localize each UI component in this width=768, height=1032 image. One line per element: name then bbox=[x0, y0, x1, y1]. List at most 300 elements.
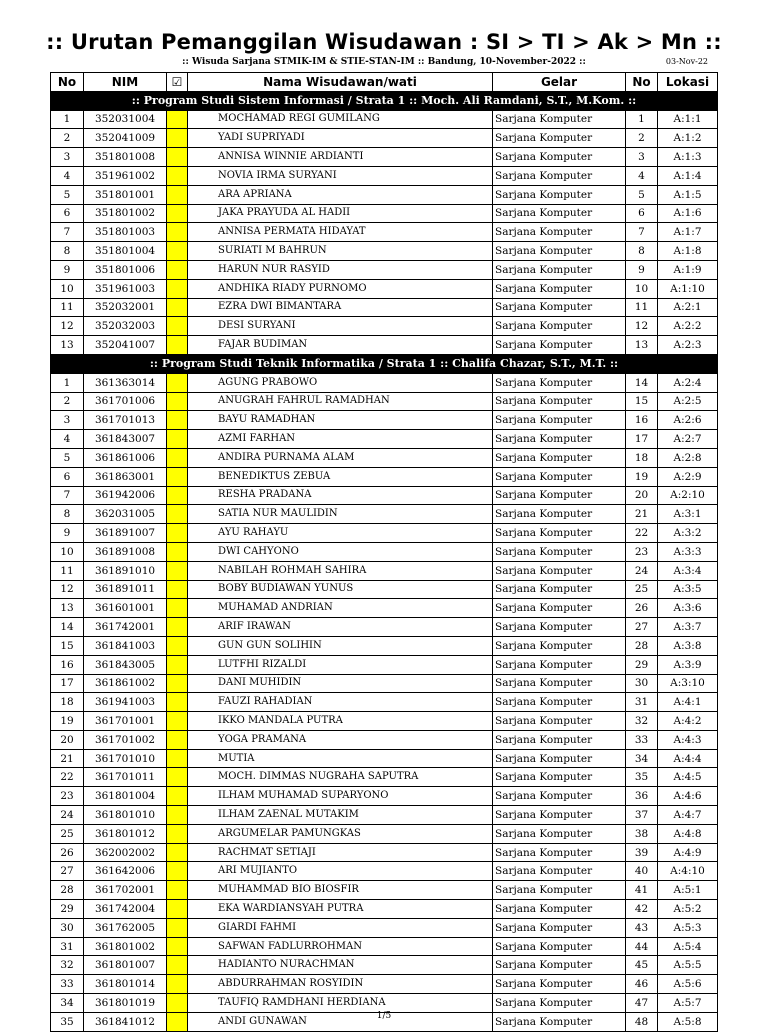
cell-no: 33 bbox=[51, 975, 84, 994]
table-row bbox=[51, 787, 718, 806]
cell-nim: 361891011 bbox=[84, 580, 167, 599]
cell-check[interactable] bbox=[167, 373, 188, 392]
cell-lokasi: A:1:4 bbox=[658, 166, 718, 185]
cell-gelar: Sarjana Komputer bbox=[493, 636, 626, 655]
cell-nim: 361801019 bbox=[84, 994, 167, 1013]
table-row bbox=[51, 148, 718, 167]
cell-nama: ARIF IRAWAN bbox=[188, 618, 493, 637]
cell-check[interactable] bbox=[167, 317, 188, 336]
cell-lokasi: A:2:1 bbox=[658, 298, 718, 317]
cell-nama: EZRA DWI BIMANTARA bbox=[188, 298, 493, 317]
cell-no-urut: 10 bbox=[626, 279, 658, 298]
cell-check[interactable] bbox=[167, 843, 188, 862]
cell-nim: 352041009 bbox=[84, 129, 167, 148]
cell-no-urut: 31 bbox=[626, 693, 658, 712]
table-row bbox=[51, 636, 718, 655]
cell-gelar: Sarjana Komputer bbox=[493, 918, 626, 937]
cell-check[interactable] bbox=[167, 674, 188, 693]
cell-gelar: Sarjana Komputer bbox=[493, 110, 626, 129]
table-row bbox=[51, 223, 718, 242]
cell-nama: YOGA PRAMANA bbox=[188, 730, 493, 749]
table-row bbox=[51, 336, 718, 355]
cell-no: 19 bbox=[51, 712, 84, 731]
cell-gelar: Sarjana Komputer bbox=[493, 843, 626, 862]
table-row bbox=[51, 298, 718, 317]
cell-nim: 361363014 bbox=[84, 373, 167, 392]
cell-nama: SATIA NUR MAULIDIN bbox=[188, 505, 493, 524]
cell-nama: ANNISA PERMATA HIDAYAT bbox=[188, 223, 493, 242]
cell-nim: 352041007 bbox=[84, 336, 167, 355]
cell-lokasi: A:1:3 bbox=[658, 148, 718, 167]
cell-nim: 361843007 bbox=[84, 430, 167, 449]
cell-no: 1 bbox=[51, 110, 84, 129]
cell-no-urut: 27 bbox=[626, 618, 658, 637]
cell-no-urut: 18 bbox=[626, 448, 658, 467]
cell-gelar: Sarjana Komputer bbox=[493, 223, 626, 242]
cell-check[interactable] bbox=[167, 524, 188, 543]
cell-check[interactable] bbox=[167, 599, 188, 618]
cell-nim: 351801003 bbox=[84, 223, 167, 242]
cell-no-urut: 21 bbox=[626, 505, 658, 524]
cell-gelar: Sarjana Komputer bbox=[493, 580, 626, 599]
cell-no-urut: 37 bbox=[626, 806, 658, 825]
cell-nim: 351801001 bbox=[84, 185, 167, 204]
cell-lokasi: A:2:10 bbox=[658, 486, 718, 505]
cell-gelar: Sarjana Komputer bbox=[493, 749, 626, 768]
cell-nama: ABDURRAHMAN ROSYIDIN bbox=[188, 975, 493, 994]
cell-lokasi: A:3:5 bbox=[658, 580, 718, 599]
cell-no: 13 bbox=[51, 336, 84, 355]
cell-lokasi: A:2:8 bbox=[658, 448, 718, 467]
cell-gelar: Sarjana Komputer bbox=[493, 1012, 626, 1031]
page-number: 1/5 bbox=[376, 1011, 392, 1021]
cell-check[interactable] bbox=[167, 279, 188, 298]
cell-check[interactable] bbox=[167, 185, 188, 204]
cell-lokasi: A:2:5 bbox=[658, 392, 718, 411]
cell-lokasi: A:5:2 bbox=[658, 900, 718, 919]
cell-no-urut: 46 bbox=[626, 975, 658, 994]
cell-check[interactable] bbox=[167, 298, 188, 317]
cell-check[interactable] bbox=[167, 900, 188, 919]
cell-lokasi: A:1:8 bbox=[658, 242, 718, 261]
table-row bbox=[51, 242, 718, 261]
cell-no: 16 bbox=[51, 655, 84, 674]
cell-nama: MUHAMMAD BIO BIOSFIR bbox=[188, 881, 493, 900]
cell-no: 11 bbox=[51, 561, 84, 580]
cell-no: 10 bbox=[51, 279, 84, 298]
cell-no: 17 bbox=[51, 674, 84, 693]
cell-no-urut: 19 bbox=[626, 467, 658, 486]
cell-nim: 361801004 bbox=[84, 787, 167, 806]
cell-no: 8 bbox=[51, 242, 84, 261]
table-row bbox=[51, 204, 718, 223]
cell-gelar: Sarjana Komputer bbox=[493, 937, 626, 956]
cell-check[interactable] bbox=[167, 505, 188, 524]
cell-no-urut: 26 bbox=[626, 599, 658, 618]
table-header-row bbox=[51, 73, 718, 92]
cell-lokasi: A:1:10 bbox=[658, 279, 718, 298]
cell-check[interactable] bbox=[167, 956, 188, 975]
col-header-lokasi: Lokasi bbox=[658, 73, 718, 92]
cell-nim: 361642006 bbox=[84, 862, 167, 881]
cell-no: 9 bbox=[51, 260, 84, 279]
cell-no-urut: 12 bbox=[626, 317, 658, 336]
cell-nama: GIARDI FAHMI bbox=[188, 918, 493, 937]
cell-no: 13 bbox=[51, 599, 84, 618]
cell-no: 15 bbox=[51, 636, 84, 655]
cell-no-urut: 16 bbox=[626, 411, 658, 430]
cell-nim: 352032003 bbox=[84, 317, 167, 336]
cell-no-urut: 44 bbox=[626, 937, 658, 956]
cell-no: 29 bbox=[51, 900, 84, 919]
cell-check[interactable] bbox=[167, 448, 188, 467]
cell-nim: 361861002 bbox=[84, 674, 167, 693]
cell-check[interactable] bbox=[167, 486, 188, 505]
cell-nama: YADI SUPRIYADI bbox=[188, 129, 493, 148]
cell-gelar: Sarjana Komputer bbox=[493, 787, 626, 806]
cell-lokasi: A:1:1 bbox=[658, 110, 718, 129]
table-row bbox=[51, 166, 718, 185]
cell-nama: NOVIA IRMA SURYANI bbox=[188, 166, 493, 185]
cell-no: 6 bbox=[51, 204, 84, 223]
cell-nama: AYU RAHAYU bbox=[188, 524, 493, 543]
cell-gelar: Sarjana Komputer bbox=[493, 561, 626, 580]
cell-nama: SURIATI M BAHRUN bbox=[188, 242, 493, 261]
cell-gelar: Sarjana Komputer bbox=[493, 411, 626, 430]
cell-nama: ARI MUJIANTO bbox=[188, 862, 493, 881]
cell-check[interactable] bbox=[167, 975, 188, 994]
cell-lokasi: A:4:2 bbox=[658, 712, 718, 731]
table-row bbox=[51, 843, 718, 862]
cell-no-urut: 33 bbox=[626, 730, 658, 749]
cell-no-urut: 36 bbox=[626, 787, 658, 806]
cell-check[interactable] bbox=[167, 730, 188, 749]
cell-check[interactable] bbox=[167, 392, 188, 411]
cell-check[interactable] bbox=[167, 110, 188, 129]
cell-no: 12 bbox=[51, 317, 84, 336]
cell-no: 7 bbox=[51, 223, 84, 242]
cell-no: 23 bbox=[51, 787, 84, 806]
cell-no-urut: 13 bbox=[626, 336, 658, 355]
cell-check[interactable] bbox=[167, 148, 188, 167]
cell-no: 7 bbox=[51, 486, 84, 505]
cell-gelar: Sarjana Komputer bbox=[493, 524, 626, 543]
cell-nama: ARGUMELAR PAMUNGKAS bbox=[188, 824, 493, 843]
cell-lokasi: A:2:2 bbox=[658, 317, 718, 336]
cell-nama: FAJAR BUDIMAN bbox=[188, 336, 493, 355]
cell-nama: RACHMAT SETIAJI bbox=[188, 843, 493, 862]
cell-no: 34 bbox=[51, 994, 84, 1013]
cell-nim: 352031004 bbox=[84, 110, 167, 129]
cell-check[interactable] bbox=[167, 787, 188, 806]
cell-no: 26 bbox=[51, 843, 84, 862]
table-row bbox=[51, 392, 718, 411]
table-row bbox=[51, 881, 718, 900]
cell-gelar: Sarjana Komputer bbox=[493, 806, 626, 825]
cell-no-urut: 47 bbox=[626, 994, 658, 1013]
cell-check[interactable] bbox=[167, 467, 188, 486]
col-header-check: ☑ bbox=[167, 73, 188, 92]
cell-check[interactable] bbox=[167, 918, 188, 937]
table-row bbox=[51, 129, 718, 148]
cell-gelar: Sarjana Komputer bbox=[493, 674, 626, 693]
cell-lokasi: A:3:9 bbox=[658, 655, 718, 674]
cell-no-urut: 35 bbox=[626, 768, 658, 787]
section-header-row bbox=[51, 91, 718, 110]
cell-no-urut: 2 bbox=[626, 129, 658, 148]
cell-no-urut: 3 bbox=[626, 148, 658, 167]
cell-gelar: Sarjana Komputer bbox=[493, 994, 626, 1013]
cell-gelar: Sarjana Komputer bbox=[493, 166, 626, 185]
cell-check[interactable] bbox=[167, 655, 188, 674]
cell-lokasi: A:5:1 bbox=[658, 881, 718, 900]
cell-nama: SAFWAN FADLURROHMAN bbox=[188, 937, 493, 956]
cell-no: 25 bbox=[51, 824, 84, 843]
cell-check[interactable] bbox=[167, 204, 188, 223]
cell-no: 18 bbox=[51, 693, 84, 712]
graduate-table bbox=[50, 72, 718, 1032]
cell-no-urut: 29 bbox=[626, 655, 658, 674]
cell-lokasi: A:4:6 bbox=[658, 787, 718, 806]
cell-nama: ILHAM MUHAMAD SUPARYONO bbox=[188, 787, 493, 806]
cell-lokasi: A:2:4 bbox=[658, 373, 718, 392]
cell-nama: NABILAH ROHMAH SAHIRA bbox=[188, 561, 493, 580]
cell-nim: 351801006 bbox=[84, 260, 167, 279]
cell-no: 24 bbox=[51, 806, 84, 825]
table-row bbox=[51, 956, 718, 975]
cell-lokasi: A:2:9 bbox=[658, 467, 718, 486]
cell-no-urut: 40 bbox=[626, 862, 658, 881]
cell-nim: 361801002 bbox=[84, 937, 167, 956]
cell-no-urut: 48 bbox=[626, 1012, 658, 1031]
col-header-gelar: Gelar bbox=[493, 73, 626, 92]
cell-check[interactable] bbox=[167, 430, 188, 449]
cell-no-urut: 1 bbox=[626, 110, 658, 129]
cell-nama: DESI SURYANI bbox=[188, 317, 493, 336]
cell-no-urut: 41 bbox=[626, 881, 658, 900]
cell-nama: MUHAMAD ANDRIAN bbox=[188, 599, 493, 618]
cell-gelar: Sarjana Komputer bbox=[493, 505, 626, 524]
table-row bbox=[51, 524, 718, 543]
table-row bbox=[51, 749, 718, 768]
section-header-row bbox=[51, 354, 718, 373]
cell-nim: 361942006 bbox=[84, 486, 167, 505]
table-row bbox=[51, 937, 718, 956]
table-row bbox=[51, 373, 718, 392]
cell-no: 28 bbox=[51, 881, 84, 900]
cell-no-urut: 5 bbox=[626, 185, 658, 204]
cell-check[interactable] bbox=[167, 937, 188, 956]
cell-nim: 361801010 bbox=[84, 806, 167, 825]
cell-no: 5 bbox=[51, 185, 84, 204]
cell-gelar: Sarjana Komputer bbox=[493, 392, 626, 411]
cell-no: 31 bbox=[51, 937, 84, 956]
cell-no-urut: 38 bbox=[626, 824, 658, 843]
cell-nama: BAYU RAMADHAN bbox=[188, 411, 493, 430]
cell-lokasi: A:3:6 bbox=[658, 599, 718, 618]
cell-no-urut: 8 bbox=[626, 242, 658, 261]
cell-no: 11 bbox=[51, 298, 84, 317]
cell-lokasi: A:3:1 bbox=[658, 505, 718, 524]
cell-check[interactable] bbox=[167, 618, 188, 637]
table-row bbox=[51, 561, 718, 580]
page-title: :: Urutan Pemanggilan Wisudawan : SI > TI > Ak > Mn :: bbox=[46, 30, 722, 54]
cell-no-urut: 14 bbox=[626, 373, 658, 392]
cell-nama: JAKA PRAYUDA AL HADII bbox=[188, 204, 493, 223]
cell-no-urut: 23 bbox=[626, 542, 658, 561]
cell-no-urut: 17 bbox=[626, 430, 658, 449]
cell-nama: BENEDIKTUS ZEBUA bbox=[188, 467, 493, 486]
cell-nama: MOCHAMAD REGI GUMILANG bbox=[188, 110, 493, 129]
cell-lokasi: A:5:7 bbox=[658, 994, 718, 1013]
col-header-nama: Nama Wisudawan/wati bbox=[188, 73, 493, 92]
cell-check[interactable] bbox=[167, 561, 188, 580]
cell-nama: MOCH. DIMMAS NUGRAHA SAPUTRA bbox=[188, 768, 493, 787]
cell-no: 5 bbox=[51, 448, 84, 467]
cell-nim: 351801008 bbox=[84, 148, 167, 167]
cell-nim: 361863001 bbox=[84, 467, 167, 486]
cell-nama: ARA APRIANA bbox=[188, 185, 493, 204]
cell-nim: 352032001 bbox=[84, 298, 167, 317]
cell-nama: DWI CAHYONO bbox=[188, 542, 493, 561]
cell-check[interactable] bbox=[167, 636, 188, 655]
table-row bbox=[51, 730, 718, 749]
cell-gelar: Sarjana Komputer bbox=[493, 486, 626, 505]
cell-check[interactable] bbox=[167, 881, 188, 900]
cell-gelar: Sarjana Komputer bbox=[493, 956, 626, 975]
cell-check[interactable] bbox=[167, 749, 188, 768]
cell-check[interactable] bbox=[167, 768, 188, 787]
cell-no: 35 bbox=[51, 1012, 84, 1031]
cell-nim: 361801007 bbox=[84, 956, 167, 975]
cell-no-urut: 45 bbox=[626, 956, 658, 975]
cell-nim: 361841003 bbox=[84, 636, 167, 655]
col-header-no: No bbox=[51, 73, 84, 92]
cell-no: 12 bbox=[51, 580, 84, 599]
cell-check[interactable] bbox=[167, 129, 188, 148]
cell-nim: 361742001 bbox=[84, 618, 167, 637]
cell-check[interactable] bbox=[167, 336, 188, 355]
cell-lokasi: A:3:2 bbox=[658, 524, 718, 543]
cell-check[interactable] bbox=[167, 862, 188, 881]
cell-nim: 361601001 bbox=[84, 599, 167, 618]
cell-nim: 361843005 bbox=[84, 655, 167, 674]
cell-no: 4 bbox=[51, 430, 84, 449]
table-row bbox=[51, 768, 718, 787]
cell-gelar: Sarjana Komputer bbox=[493, 881, 626, 900]
cell-no-urut: 34 bbox=[626, 749, 658, 768]
cell-gelar: Sarjana Komputer bbox=[493, 204, 626, 223]
table-body bbox=[51, 91, 718, 1031]
cell-no: 2 bbox=[51, 392, 84, 411]
cell-gelar: Sarjana Komputer bbox=[493, 129, 626, 148]
cell-check[interactable] bbox=[167, 693, 188, 712]
cell-gelar: Sarjana Komputer bbox=[493, 373, 626, 392]
cell-nim: 361861006 bbox=[84, 448, 167, 467]
cell-lokasi: A:4:4 bbox=[658, 749, 718, 768]
cell-nama: HARUN NUR RASYID bbox=[188, 260, 493, 279]
cell-lokasi: A:5:6 bbox=[658, 975, 718, 994]
cell-lokasi: A:4:9 bbox=[658, 843, 718, 862]
cell-no-urut: 32 bbox=[626, 712, 658, 731]
cell-nim: 361801014 bbox=[84, 975, 167, 994]
cell-gelar: Sarjana Komputer bbox=[493, 768, 626, 787]
cell-no: 9 bbox=[51, 524, 84, 543]
cell-check[interactable] bbox=[167, 824, 188, 843]
cell-lokasi: A:4:7 bbox=[658, 806, 718, 825]
cell-no-urut: 20 bbox=[626, 486, 658, 505]
cell-no-urut: 28 bbox=[626, 636, 658, 655]
cell-lokasi: A:1:9 bbox=[658, 260, 718, 279]
cell-no-urut: 22 bbox=[626, 524, 658, 543]
cell-lokasi: A:5:3 bbox=[658, 918, 718, 937]
cell-no-urut: 25 bbox=[626, 580, 658, 599]
table-row bbox=[51, 448, 718, 467]
cell-gelar: Sarjana Komputer bbox=[493, 655, 626, 674]
cell-check[interactable] bbox=[167, 994, 188, 1013]
cell-nama: HADIANTO NURACHMAN bbox=[188, 956, 493, 975]
table-row bbox=[51, 185, 718, 204]
table-row bbox=[51, 712, 718, 731]
cell-gelar: Sarjana Komputer bbox=[493, 242, 626, 261]
cell-nim: 351801002 bbox=[84, 204, 167, 223]
cell-check[interactable] bbox=[167, 223, 188, 242]
table-row bbox=[51, 279, 718, 298]
cell-no-urut: 43 bbox=[626, 918, 658, 937]
cell-nim: 361702001 bbox=[84, 881, 167, 900]
cell-check[interactable] bbox=[167, 242, 188, 261]
cell-gelar: Sarjana Komputer bbox=[493, 693, 626, 712]
cell-check[interactable] bbox=[167, 260, 188, 279]
cell-nama: ANDI GUNAWAN bbox=[188, 1012, 493, 1031]
cell-lokasi: A:3:3 bbox=[658, 542, 718, 561]
cell-gelar: Sarjana Komputer bbox=[493, 900, 626, 919]
cell-check[interactable] bbox=[167, 542, 188, 561]
cell-check[interactable] bbox=[167, 580, 188, 599]
cell-lokasi: A:1:7 bbox=[658, 223, 718, 242]
cell-no: 14 bbox=[51, 618, 84, 637]
cell-no: 30 bbox=[51, 918, 84, 937]
cell-lokasi: A:3:7 bbox=[658, 618, 718, 637]
cell-nama: ANNISA WINNIE ARDIANTI bbox=[188, 148, 493, 167]
col-header-no-urut: No bbox=[626, 73, 658, 92]
cell-lokasi: A:4:10 bbox=[658, 862, 718, 881]
section-title: :: Program Studi Teknik Informatika / Strata 1 :: Chalifa Chazar, S.T., M.T. :: bbox=[51, 354, 718, 373]
table-row bbox=[51, 693, 718, 712]
table-row bbox=[51, 317, 718, 336]
cell-nim: 362002002 bbox=[84, 843, 167, 862]
cell-no: 6 bbox=[51, 467, 84, 486]
cell-no: 32 bbox=[51, 956, 84, 975]
cell-lokasi: A:1:2 bbox=[658, 129, 718, 148]
cell-check[interactable] bbox=[167, 411, 188, 430]
cell-nama: ANDHIKA RIADY PURNOMO bbox=[188, 279, 493, 298]
cell-check[interactable] bbox=[167, 712, 188, 731]
cell-check[interactable] bbox=[167, 806, 188, 825]
table-row bbox=[51, 655, 718, 674]
cell-nim: 361891008 bbox=[84, 542, 167, 561]
cell-nama: ANDIRA PURNAMA ALAM bbox=[188, 448, 493, 467]
cell-lokasi: A:3:8 bbox=[658, 636, 718, 655]
cell-check[interactable] bbox=[167, 166, 188, 185]
cell-gelar: Sarjana Komputer bbox=[493, 862, 626, 881]
table-row bbox=[51, 674, 718, 693]
cell-gelar: Sarjana Komputer bbox=[493, 824, 626, 843]
table-row bbox=[51, 918, 718, 937]
cell-no-urut: 7 bbox=[626, 223, 658, 242]
cell-gelar: Sarjana Komputer bbox=[493, 618, 626, 637]
cell-lokasi: A:1:6 bbox=[658, 204, 718, 223]
